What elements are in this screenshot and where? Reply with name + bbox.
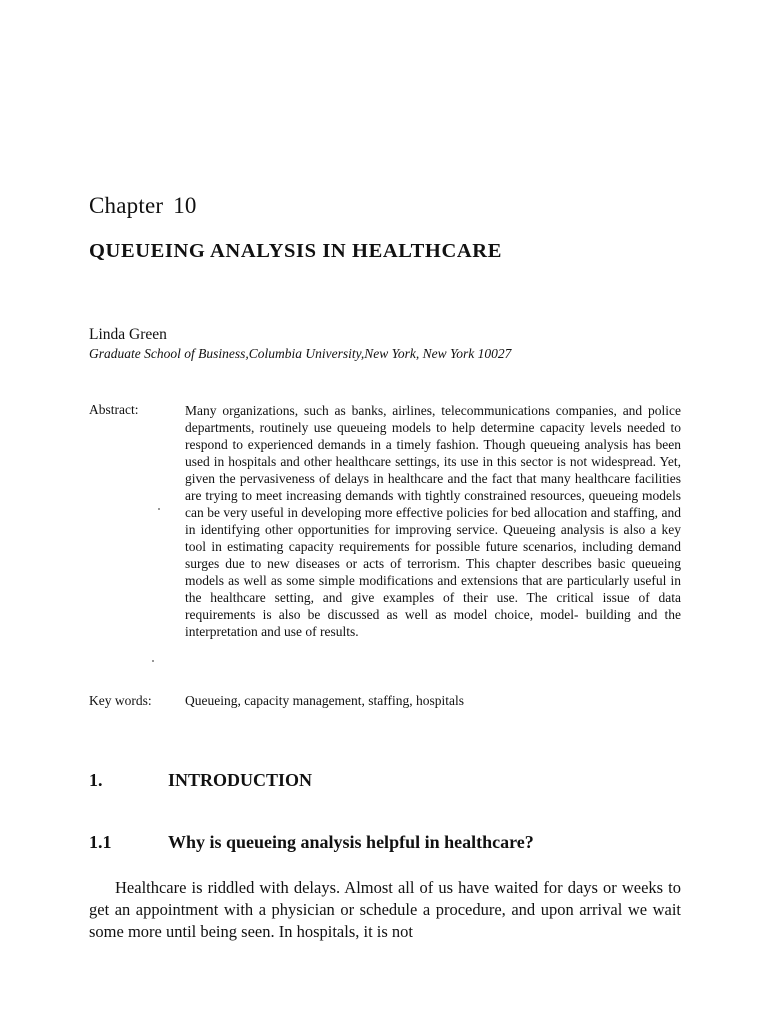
chapter-number: 10 (173, 193, 197, 218)
chapter-heading (89, 193, 197, 219)
abstract-label: Abstract: (89, 402, 139, 417)
body-paragraph: Healthcare is riddled with delays. Almost all of us have waited for days or weeks to get an appointment with a physician or schedule a procedure, and upon arrival we wait some more until being seen. In hospitals, it is not (89, 878, 681, 941)
chapter-title: QUEUEING ANALYSIS IN HEALTHCARE (89, 240, 502, 262)
keywords-text: Queueing, capacity management, staffing, hospitals (185, 693, 465, 708)
keywords-label: Key words: (89, 693, 152, 708)
subsection-number: 1.1 (89, 832, 112, 852)
scan-speck (152, 660, 154, 662)
author-affiliation: Graduate School of Business,Columbia University,New York, New York 10027 (89, 346, 512, 361)
section-title: INTRODUCTION (168, 770, 313, 790)
section-number: 1. (89, 770, 103, 790)
abstract-text: Many organizations, such as banks, airlines, telecommunications companies, and police departments, routinely use queueing models to help determine capacity levels needed to respond to experienced demands in a timely fashion. Though queueing analysis has been used in hospitals and other healthcare settings, its use in this sector is not widespread. Yet, given the pervasiveness of delays in healthcare and the fact that many healthcare facilities are trying to meet increasing demands with tightly constrained resources, queueing models can be very useful in developing more effective policies for bed allocation and staffing, and in identifying other opportunities for improving service. Queueing analysis is also a key tool in estimating capacity requirements for possible future scenarios, including demand surges due to new diseases or acts of terrorism. This chapter describes basic queueing models as well as some simple modifications and extensions that are particularly useful in the healthcare setting, and give examples of their use. The critical issue of data requirements is also be discussed as well as model choice, model- building and the interpretation and use of results. (185, 403, 681, 639)
subsection-title: Why is queueing analysis helpful in healthcare? (168, 832, 534, 852)
scan-speck (158, 508, 160, 510)
chapter-label: Chapter (89, 193, 164, 218)
author-name: Linda Green (89, 326, 167, 343)
